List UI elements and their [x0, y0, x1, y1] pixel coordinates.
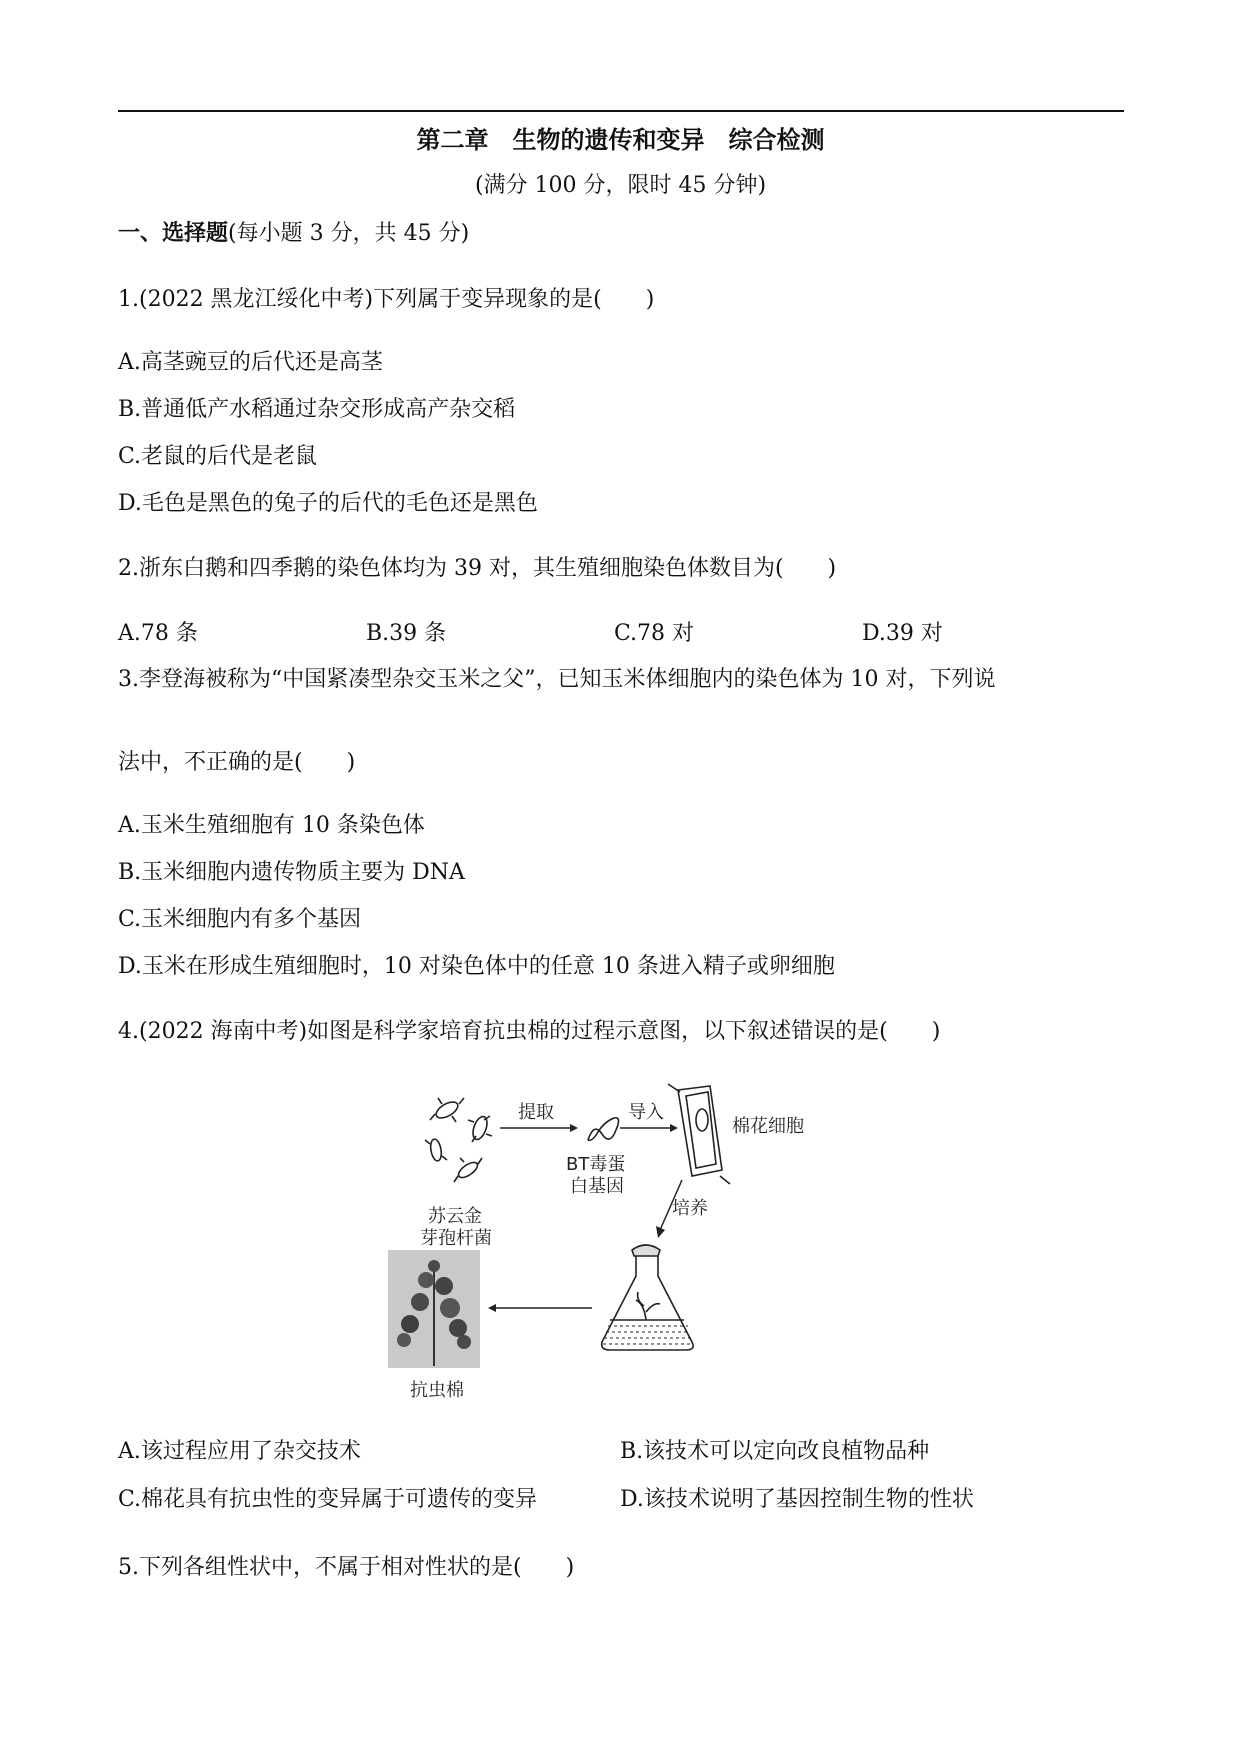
question-3-option-c: C.玉米细胞内有多个基因	[118, 907, 362, 932]
question-3-stem-line-2: 法中，不正确的是( )	[118, 750, 356, 775]
question-5-stem: 5.下列各组性状中，不属于相对性状的是( )	[118, 1555, 575, 1580]
gene-label-line-2: 白基因	[570, 1176, 624, 1197]
question-4-stem: 4.(2022 海南中考)如图是科学家培育抗虫棉的过程示意图，以下叙述错误的是( )	[118, 1019, 941, 1044]
question-1-option-c: C.老鼠的后代是老鼠	[118, 444, 318, 469]
question-4-option-d: D.该技术说明了基因控制生物的性状	[620, 1487, 974, 1512]
extract-label: 提取	[518, 1102, 554, 1123]
question-4-option-c: C.棉花具有抗虫性的变异属于可遗传的变异	[118, 1487, 538, 1512]
question-3-stem-line-1: 3.李登海被称为“中国紧凑型杂交玉米之父”，已知玉米体细胞内的染色体为 10 对，下列说	[118, 667, 996, 692]
gene-label-line-1: BT毒蛋	[566, 1154, 626, 1175]
question-2-option-b: B.39 条	[366, 621, 447, 646]
bt-cotton-process-diagram	[410, 1080, 840, 1401]
extract-arrowhead	[570, 1124, 578, 1132]
bacteria-label-line-1: 苏云金	[428, 1206, 482, 1227]
question-2-option-a: A.78 条	[118, 621, 198, 646]
gene-coil-icon	[588, 1118, 619, 1141]
introduce-label: 导入	[628, 1102, 664, 1123]
insect-resistant-cotton-label: 抗虫棉	[410, 1380, 464, 1401]
grow-arrowhead	[488, 1304, 496, 1312]
question-1-stem: 1.(2022 黑龙江绥化中考)下列属于变异现象的是( )	[118, 287, 655, 312]
insect-resistant-cotton-photo	[388, 1250, 480, 1368]
question-3-option-a: A.玉米生殖细胞有 10 条染色体	[118, 813, 425, 838]
question-2-option-d: D.39 对	[862, 621, 943, 646]
question-1-option-a: A.高茎豌豆的后代还是高茎	[118, 350, 383, 375]
bacteria-label-line-2: 芽孢杆菌	[420, 1228, 492, 1249]
header-rule	[118, 110, 1124, 112]
question-1-option-d: D.毛色是黑色的兔子的后代的毛色还是黑色	[118, 491, 538, 516]
question-3-option-b: B.玉米细胞内遗传物质主要为 DNA	[118, 860, 465, 885]
section-note: (每小题 3 分，共 45 分)	[228, 221, 470, 246]
question-3-option-d: D.玉米在形成生殖细胞时，10 对染色体中的任意 10 条进入精子或卵细胞	[118, 954, 835, 979]
page-title: 第二章 生物的遗传和变异 综合检测	[416, 126, 825, 154]
question-2-stem: 2.浙东白鹅和四季鹅的染色体均为 39 对，其生殖细胞染色体数目为( )	[118, 556, 837, 581]
culture-label: 培养	[672, 1198, 708, 1219]
question-4-option-b: B.该技术可以定向改良植物品种	[620, 1439, 930, 1464]
cotton-cell-label: 棉花细胞	[732, 1116, 804, 1137]
cotton-cell-illustration	[668, 1084, 730, 1184]
question-1-option-b: B.普通低产水稻通过杂交形成高产杂交稻	[118, 397, 516, 422]
bacteria-illustration	[425, 1098, 492, 1182]
section-label: 一、选择题	[118, 221, 229, 246]
question-2-option-c: C.78 对	[614, 621, 695, 646]
introduce-arrowhead	[670, 1124, 678, 1132]
section-heading	[118, 216, 469, 247]
page-subtitle: (满分 100 分，限时 45 分钟)	[474, 173, 767, 198]
culture-flask-illustration	[602, 1245, 693, 1350]
question-4-option-a: A.该过程应用了杂交技术	[118, 1439, 361, 1464]
